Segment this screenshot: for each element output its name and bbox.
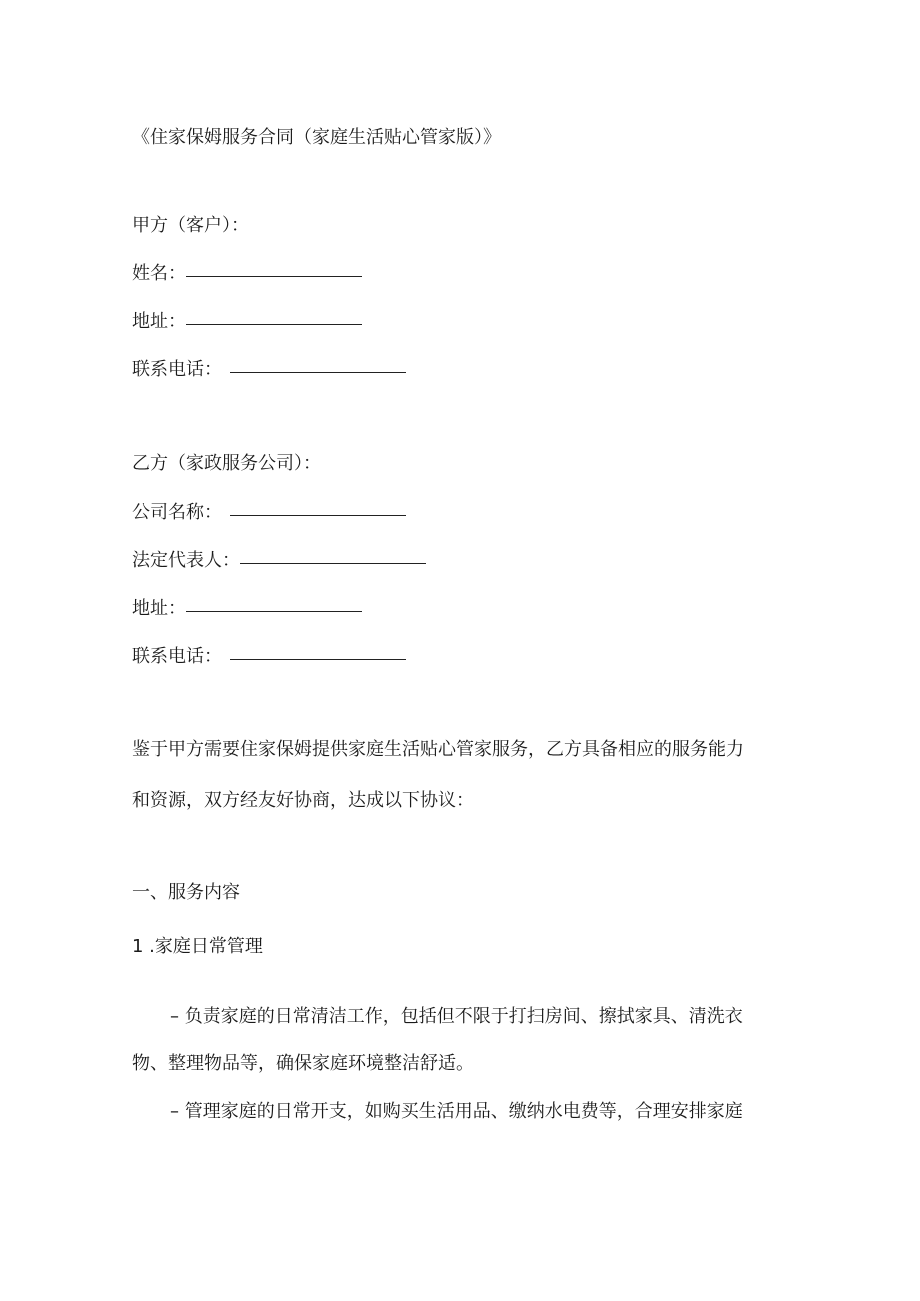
party-a-address-blank [186,323,362,325]
bullet-1-line-1: – 负责家庭的日常清洁工作，包括但不限于打扫房间、擦拭家具、清洗衣 [170,1006,743,1027]
party-a-address-label: 地址： [132,311,186,332]
party-b-representative-row [132,549,426,573]
party-b-company-blank [230,514,406,516]
preamble-line-1: 鉴于甲方需要住家保姆提供家庭生活贴心管家服务，乙方具备相应的服务能力 [132,739,744,760]
party-b-phone-row [132,645,406,669]
bullet-1-line-2: 物、整理物品等，确保家庭环境整洁舒适。 [132,1053,474,1074]
party-a-address-row [132,310,362,334]
document-title: 《住家保姆服务合同（家庭生活贴心管家版）》 [132,127,501,148]
party-b-phone-blank [230,658,406,660]
party-b-address-blank [186,610,362,612]
party-a-name-label: 姓名： [132,263,186,284]
party-b-address-label: 地址： [132,598,186,619]
party-b-representative-blank [240,562,426,564]
section-1-heading: 一、服务内容 [132,882,240,903]
party-a-phone-row [132,358,406,382]
party-a-heading: 甲方（客户）： [132,215,249,236]
party-b-company-row [132,501,406,525]
party-b-company-label: 公司名称： [132,502,222,523]
party-b-address-row [132,597,362,621]
party-a-name-blank [186,275,362,277]
section-1-item-1-heading: 1 .家庭日常管理 [132,936,263,957]
bullet-2-line-1: – 管理家庭的日常开支，如购买生活用品、缴纳水电费等，合理安排家庭 [170,1101,743,1122]
party-a-name-row [132,262,362,286]
party-b-heading: 乙方（家政服务公司）： [132,453,321,474]
party-b-representative-label: 法定代表人： [132,550,240,571]
party-a-phone-label: 联系电话： [132,359,222,380]
preamble-line-2: 和资源，双方经友好协商，达成以下协议： [132,790,474,811]
party-b-phone-label: 联系电话： [132,646,222,667]
party-a-phone-blank [230,371,406,373]
